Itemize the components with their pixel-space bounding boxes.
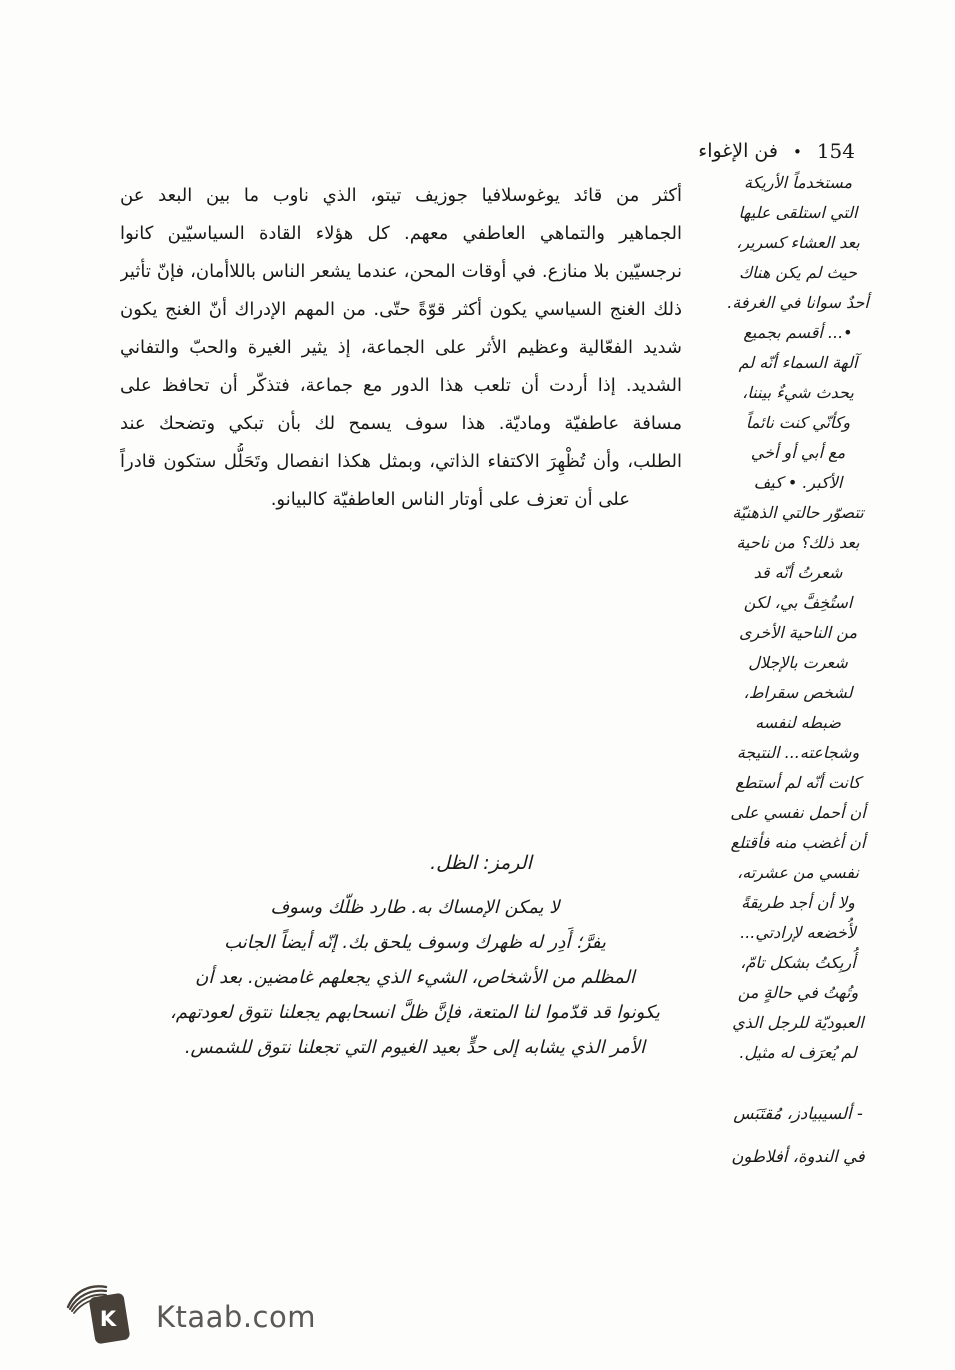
note-line: ولا أن أجد طريقةً xyxy=(741,893,855,912)
note-line: لم يُعرَف له مثيل. xyxy=(739,1043,857,1062)
note-line: العبوديّة للرجل الذي xyxy=(732,1013,864,1032)
note-line: ضبطه لنفسه xyxy=(755,713,841,732)
poem-line: لا يمكن الإمساك به. طارد ظلّك وسوف xyxy=(270,897,560,918)
page-number: 154 xyxy=(816,139,855,163)
note-line: نفسي من عشرته، xyxy=(737,863,859,882)
body-line: أكثر من قائد يوغوسلافيا جوزيف تيتو، الذي ناوب ما بين البعد عن xyxy=(120,185,682,206)
page-header xyxy=(698,139,855,163)
note-line: التي استلقى عليها xyxy=(738,203,858,222)
body-line: على أن تعزف على أوتار الناس العاطفيّة كالبيانو. xyxy=(270,489,630,510)
symbol-poem xyxy=(130,890,700,1065)
body-line: مسافة عاطفيّة وماديّة. هذا سوف يسمح لك بأن تبكي وتضحك عند xyxy=(120,413,682,434)
citation-line: - ألسيبيادز، مُقتَبَس xyxy=(733,1104,863,1123)
main-paragraph xyxy=(120,177,682,519)
poem-line: يفرَّ؛ أَدِر له ظهرك وسوف يلحق بك. إنّه أيضاً الجانب xyxy=(224,932,606,953)
note-line: مستخدماً الأريكة xyxy=(743,173,853,192)
book-logo-icon xyxy=(62,1280,140,1354)
body-line: الجماهير والتماهي العاطفي معهم. كل هؤلاء القادة السياسيّين كانوا xyxy=(120,223,682,244)
note-line: بعد العشاء كسرير، xyxy=(736,233,860,252)
note-line: أحدٌ سوانا في الغرفة. xyxy=(727,293,869,312)
poem-line: المظلم من الأشخاص، الشيء الذي يجعلهم غامضين. بعد أن xyxy=(195,967,635,988)
note-line: كانت أنّه لم أستطع xyxy=(735,773,861,792)
note-line: بعد ذلك؟ من ناحية xyxy=(736,533,860,552)
note-line: شعرتُ أنّه قد xyxy=(753,563,843,582)
ktaab-logo xyxy=(62,1280,316,1354)
note-line: لشخص سقراط، xyxy=(743,683,853,702)
note-line: أن أغضب منه فأقتلع xyxy=(730,833,866,852)
note-line: يحدث شيءٌ بيننا، xyxy=(742,383,854,402)
note-line: تتصوّر حالتي الذهنيّة xyxy=(732,503,864,522)
note-line: وشجاعته... النتيجة xyxy=(736,743,860,762)
note-line: وتُهتُ في حالةٍ من xyxy=(737,983,859,1002)
poem-line: يكونوا قد قدّموا لنا المتعة، فإنَّ ظلَّ انسحابهم يجعلنا نتوق لعودتهم، xyxy=(170,1002,660,1023)
margin-note-text xyxy=(695,168,901,1178)
symbol-section xyxy=(130,846,700,1065)
poem-line: الأمر الذي يشابه إلى حدٍّ بعيد الغيوم التي تجعلنا نتوق للشمس. xyxy=(184,1037,646,1058)
note-line: أُربِكتُ بشكل تامّ، xyxy=(740,953,856,972)
body-line: نرجسيّين بلا منازع. في أوقات المحن، عندما يشعر الناس باللاأمان، فإنّ تأثير xyxy=(120,261,682,282)
note-line: وكأنّي كنت نائماً xyxy=(745,413,851,432)
note-line: الأكبر. • كيف xyxy=(753,473,843,492)
note-line: من الناحية الأخرى xyxy=(738,623,858,642)
body-line: شديد الفعّالية وعظيم الأثر على الجماعة، إذ يثير الغيرة والحبّ والتفاني xyxy=(120,337,682,358)
note-line: لأُخضعه لإرادتي... xyxy=(740,923,856,942)
svg-text:K: K xyxy=(99,1307,117,1331)
note-line: أن أحمل نفسي على xyxy=(730,803,866,822)
margin-note-lines xyxy=(695,168,901,1068)
note-line: آلهة السماء أنّه لم xyxy=(738,353,858,372)
brand-text: Ktaab.com xyxy=(156,1300,316,1334)
book-title: فن الإغواء xyxy=(698,140,778,162)
note-line: استُخِفَّ بي، لكن xyxy=(743,593,853,612)
body-line: الطلب، وأن تُظْهِرَ الاكتفاء الذاتي، وبمثل هكذا انفصال وتَحَلُّل ستكون قادراً xyxy=(120,451,682,472)
note-line: شعرت بالإجلال xyxy=(748,653,848,672)
body-line: الشديد. إذا أردت أن تلعب هذا الدور مع جماعة، فتذكّر أن تحافظ على xyxy=(120,375,682,396)
citation-line: في الندوة، أفلاطون xyxy=(731,1147,865,1166)
note-line: حيث لم يكن هناك xyxy=(738,263,857,282)
note-line: •... أقسم بجميع xyxy=(743,323,853,342)
note-line: مع أبي أو أخي xyxy=(750,443,846,462)
separator-dot-icon: • xyxy=(792,143,802,161)
symbol-title: الرمز: الظل. xyxy=(430,852,532,874)
margin-note-citation xyxy=(695,1092,901,1178)
body-line: ذلك الغنج السياسي يكون أكثر قوّةً حتّى. من المهم الإدراك أنّ الغنج يكون xyxy=(120,299,682,320)
